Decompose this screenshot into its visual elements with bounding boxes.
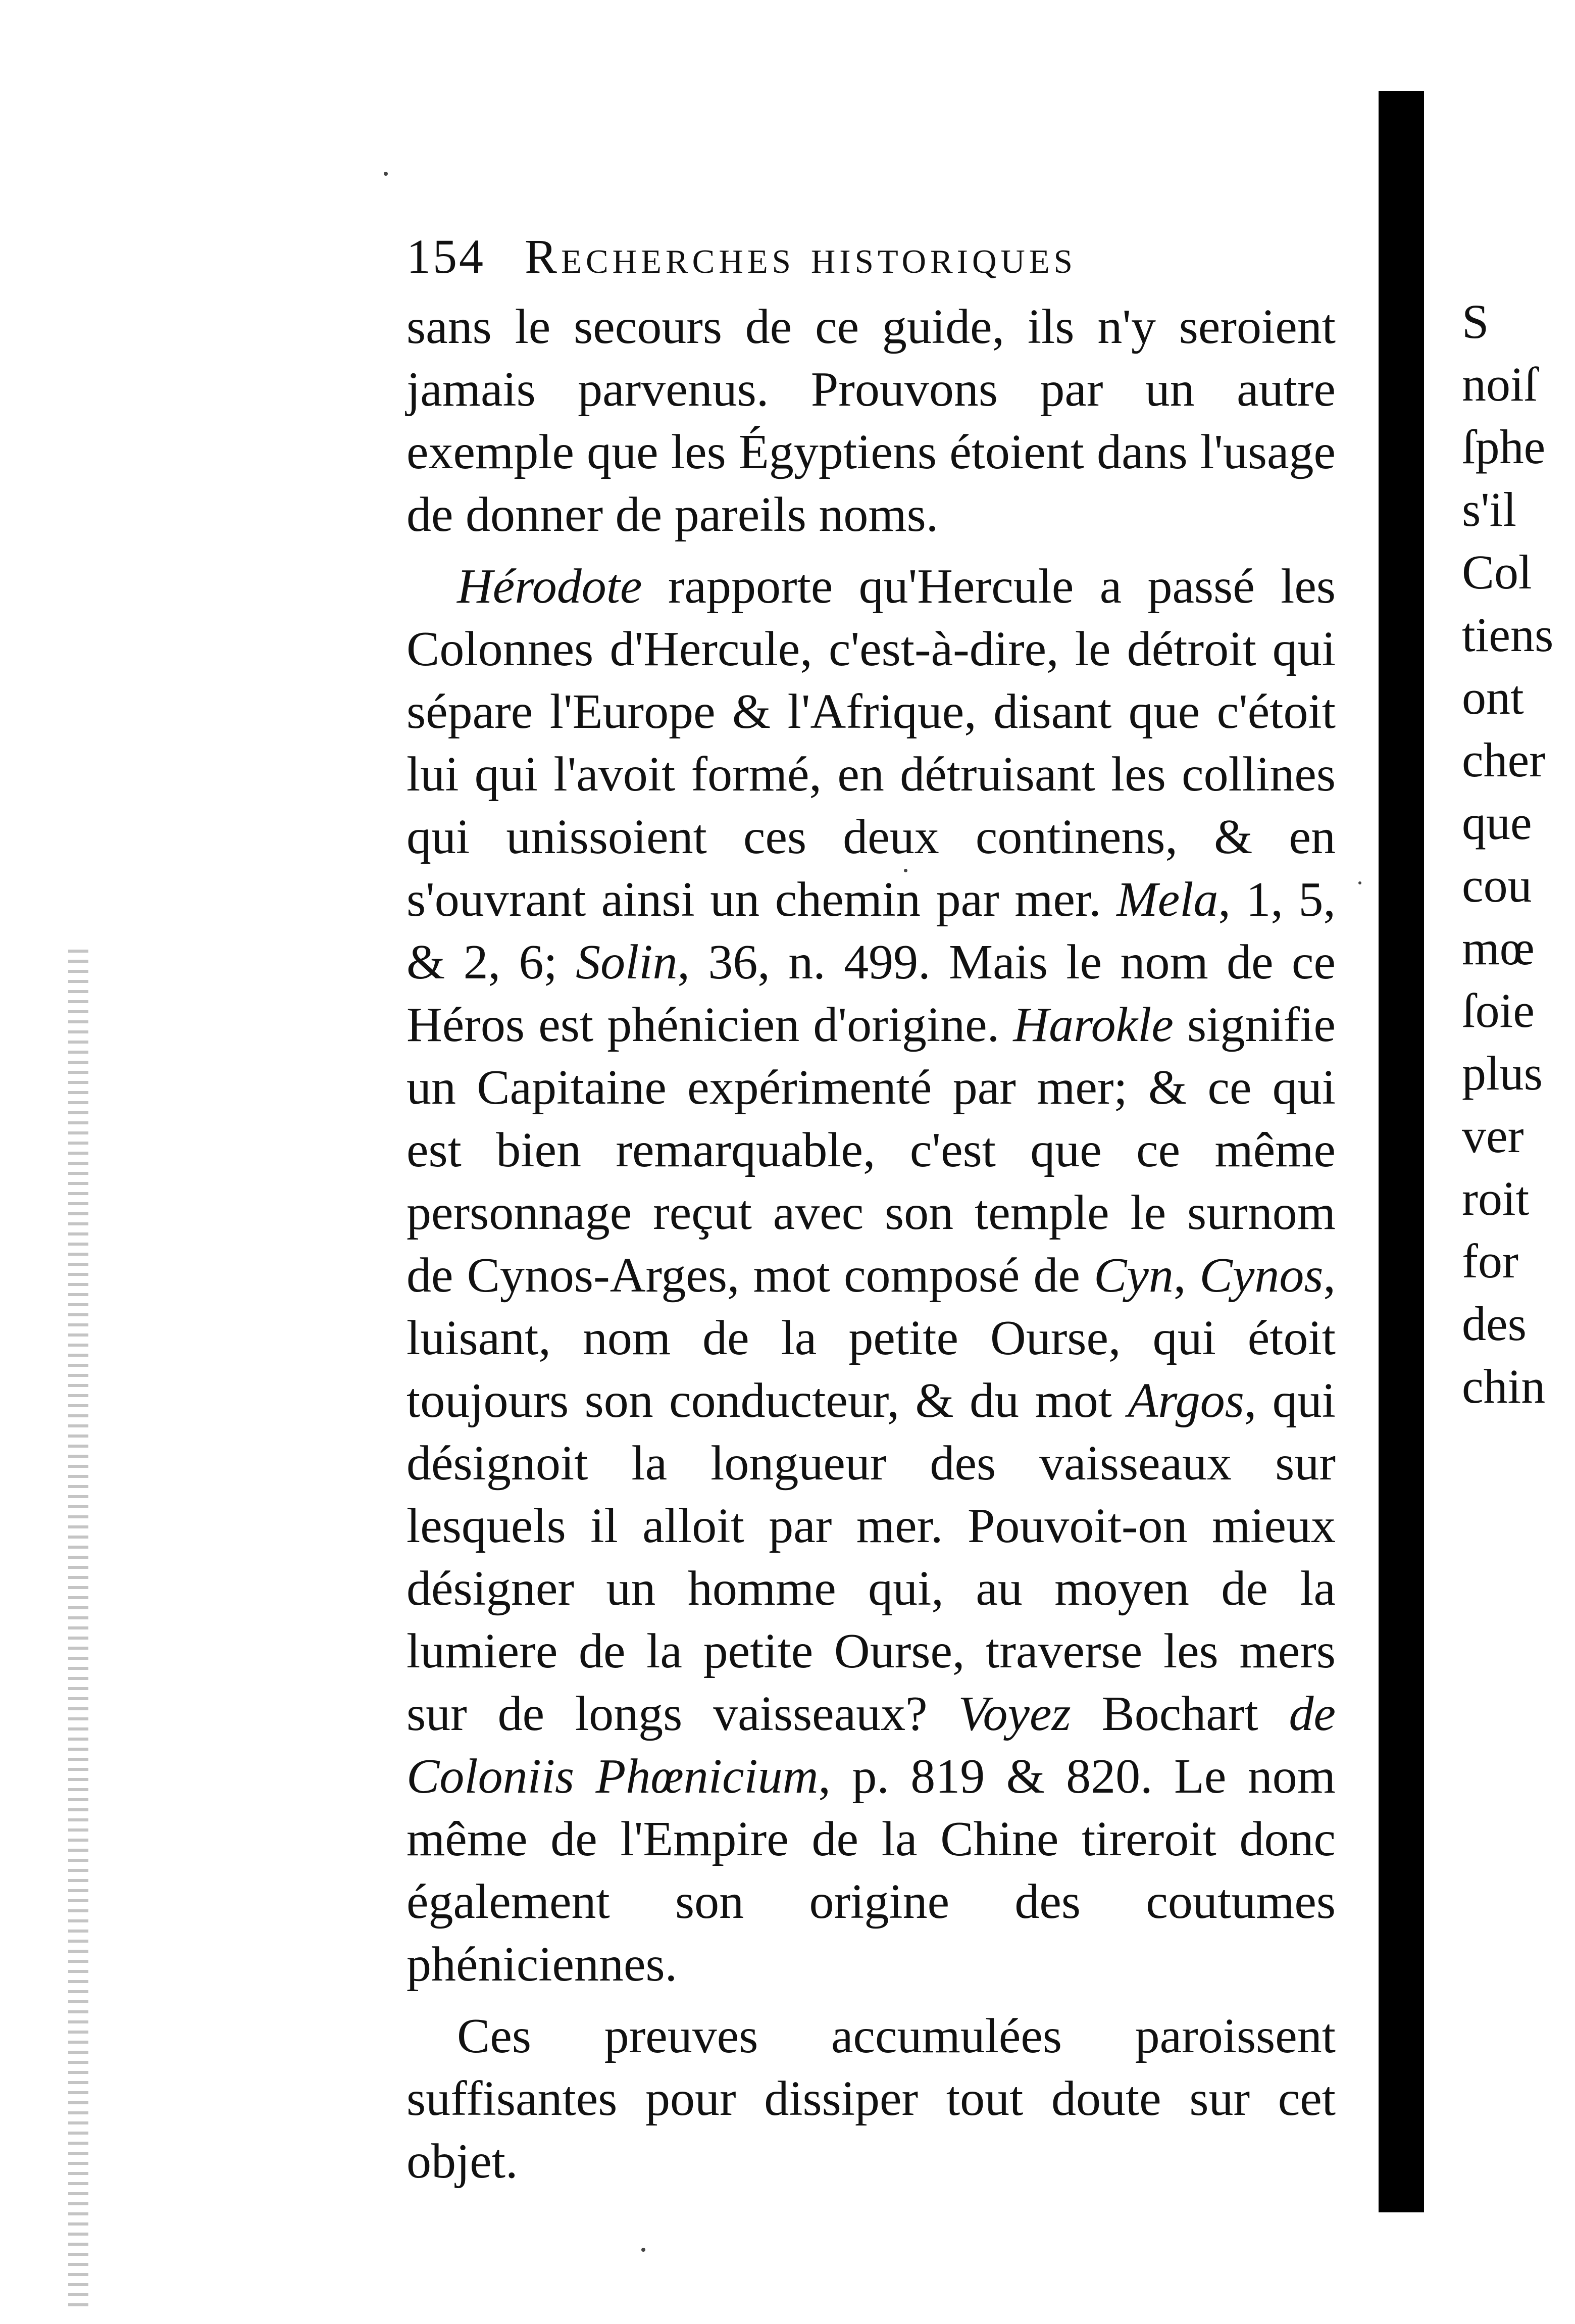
next-page-fragment: cou [1462,858,1532,912]
italic-term: Argos [1128,1373,1244,1428]
next-page-fragment: ont [1462,670,1524,724]
next-page-fragment: tiens [1462,608,1554,662]
italic-term: Harokle [1013,998,1174,1052]
page-number: 154 [407,229,485,283]
author-name: Hérodote [457,559,642,614]
paragraph-text: , 36, n. 499. Mais le nom de ce Héros est phénicien d'origine. [407,935,1336,1052]
italic-title: de Coloniis Phœnicium [407,1687,1336,1804]
paragraph-text: , [1173,1248,1200,1303]
paragraph-text: rapporte qu'Hercule a passé les Colonnes d'Hercule, c'est-à-dire, le détroit qui sépare l'Europe & l'Afrique, disant que c'étoit lui qui l'avoit formé, en détruisant les collines qui unissoient ces deux continens, & en s'ouvrant ainsi un chemin par mer. [407,559,1336,927]
dust-speck [1358,881,1361,884]
next-page-fragment: ver [1462,1109,1524,1163]
italic-term: Cynos [1199,1248,1324,1303]
running-title: Recherches historiques [525,229,1077,283]
dust-speck [641,2248,645,2252]
next-page-fragment: ſoie [1462,983,1535,1037]
next-page-fragment: que [1462,796,1532,850]
italic-term: Cyn [1094,1248,1174,1303]
next-page-fragment: ſphe [1462,420,1546,474]
next-page-fragment: Col [1462,545,1532,599]
running-header [407,229,1077,283]
page-body [407,295,1336,2193]
next-page-edge [1462,290,1553,1418]
paragraph-1: sans le secours de ce guide, ils n'y seroient jamais parvenus. Prouvons par un autre exemple que les Égyptiens étoient dans l'usage de donner de pareils noms. [407,300,1336,542]
next-page-fragment: plus [1462,1046,1543,1100]
dust-speck [384,172,388,176]
paragraph-2 [407,555,1336,1996]
paragraph-text: , luisant, nom de la petite Ourse, qui étoit toujours son conducteur, & du mot [407,1248,1336,1428]
paragraph-text: , p. 819 & 820. Le nom même de l'Empire de la Chine tireroit donc également son origine des coutumes phéniciennes. [407,1749,1336,1992]
next-page-fragment: cher [1462,733,1546,787]
next-page-fragment: roit [1462,1171,1530,1225]
next-page-fragment: S [1462,294,1489,349]
scan-noise-strip [68,950,88,2313]
next-page-fragment: for [1462,1234,1518,1288]
citation-author: Solin [576,935,678,990]
next-page-fragment: des [1462,1297,1527,1351]
next-page-fragment: mœ [1462,921,1535,975]
paragraph-3: Ces preuves accumulées paroissent suffisantes pour dissiper tout doute sur cet objet. [407,2009,1336,2189]
citation-author: Mela [1116,872,1218,927]
next-page-fragment: noiſ [1462,357,1538,411]
italic-term: Voyez [958,1687,1071,1741]
paragraph-text: , qui désignoit la longueur des vaisseaux sur lesquels il alloit par mer. Pouvoit-on mieux désigner un homme qui, au moyen de la lumiere de la petite Ourse, traverse les mers sur de longs vaisseaux? [407,1373,1336,1741]
citation-reference: , 1, 5, & 2, 6; [407,872,1336,990]
next-page-fragment: chin [1462,1359,1546,1413]
paragraph-text: Bochart [1071,1687,1289,1741]
next-page-fragment: s'il [1462,482,1516,536]
binding-gutter [1379,91,1424,2212]
paragraph-text: signifie un Capitaine expérimenté par mer; & ce qui est bien remarquable, c'est que ce même personnage reçut avec son temple le surnom de Cynos-Arges, mot composé de [407,998,1336,1303]
